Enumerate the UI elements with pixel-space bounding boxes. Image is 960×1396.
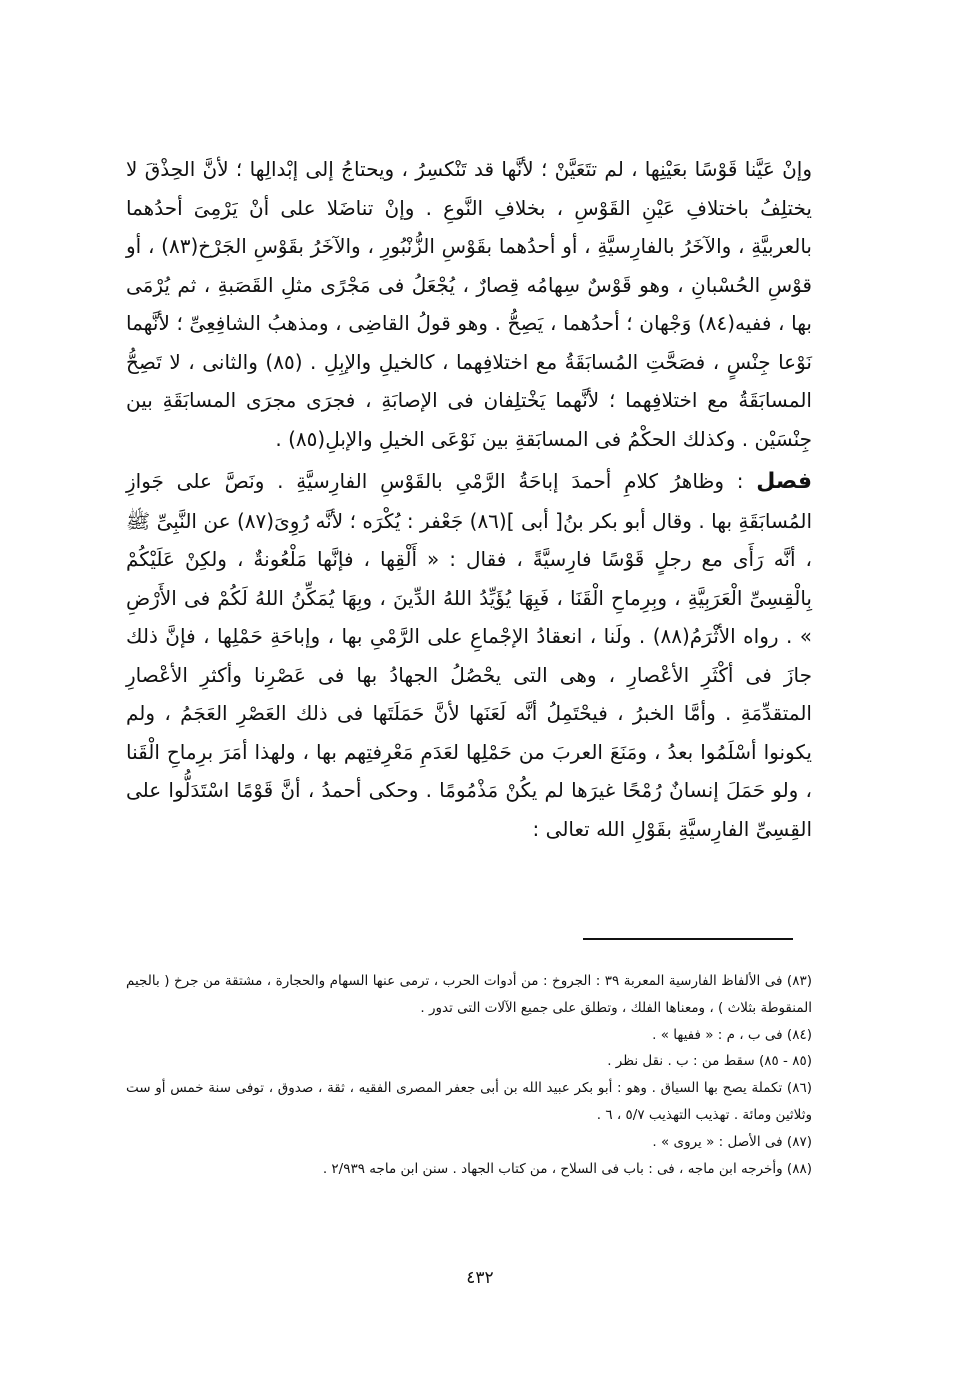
main-text-body [126,150,812,848]
paragraph-2 [126,462,812,848]
footnotes [126,968,812,1182]
footnote-85: (٨٥ - ٨٥) سقط من : ب . نقل نظر . [607,1053,812,1070]
footnote-87: (٨٧) فى الأصل : « يروى » . [652,1133,812,1150]
footnote-88: (٨٨) وأخرجه ابن ماجه ، فى : باب فى السلاح ، من كتاب الجهاد . سنن ابن ماجه ٢/٩٣٩ . [322,1160,812,1177]
footnote-86: (٨٦) تكملة يصح بها السياق . وهو : أبو بكر عبيد الله بن أبى جعفر المصرى الفقيه ، ثقة ، صدوق ، توفى سنة خمس أو ست وثلاثين ومائة . تهذيب التهذيب ٥/٧ ، ٦ . [126,1080,812,1123]
footnote-84: (٨٤) فى ب ، م : « ففيها » . [652,1026,812,1043]
paragraph-1: وإنْ عَيَّنا قَوْسًا بعَيْنِها ، لم تتَعَيَّنْ ؛ لأنَّها قد تَنْكسِرُ ، ويحتاجُ إلى إبْدالِها ؛ لأنَّ الحِذْقَ لا يختلِفُ باختلافِ عَيْنِ القَوْسِ ، بخلافِ النَّوعِ . وإنْ تناضَلا على أنْ يَرْمِىَ أحدُهما بالعربيَّةِ ، والآخَرُ بالفارِسيَّةِ ، أو أحدُهما بقَوْسِ الزُّنْبُورِ ، والآخَرُ بقَوْسِ الجَرْخ(٨٣) ، أو قوْسِ الحُسْبانِ ، وهو قَوْسٌ سِهامُه قِصارٌ ، يُجْعَلُ فى مَجْرًى مثلِ القَصَبةِ ، ثم يُرْمَى بها ، ففيه(٨٤) وَجْهان ؛ أحدُهما ، يَصِحُّ . وهو قولُ القاضِى ، ومذهبُ الشافِعِىِّ ؛ لأنَّهما نَوْعا جِنْسٍ ، فصَحَّتِ المُسابَقَةُ مع اختلافِهما ، كالخيلِ والإبِلِ . (٨٥) والثانى ، لا تَصِحُّ المسابَقَةُ مع اختلافِهما ؛ لأنَّهما يَخْتلِفان فى الإصابَةِ ، فجرَى مجرَى المسابَقَةِ بين جِنْسَيْن . وكذلك الحكْمُ فى المسابَقةِ بين نَوْعَى الخيلِ والإبلِ(٨٥) . [126,157,813,451]
paragraph-2-text: : وظاهرُ كلامِ أحمدَ إباحَةُ الرَّمْىِ بالقَوْسِ الفارِسيَّةِ . ونَصَّ على جَوازِ المُسابَقَةِ بها . وقال أبو بكر بنُ[ أبى ](٨٦) جَعْفر : يُكْرَه ؛ لأنَّه رُوِىَ(٨٧) عن النَّبِىِّ ﷺ ، أنَّه رَأَى مع رجلٍ قَوْسًا فارِسيَّةً ، فقال : « أَلْقِها ، فإنَّها مَلْعُونةٌ ، ولكِنْ عَلَيْكُمْ بِالْقِسِىِّ الْعَرَبِيَّةِ ، وبِرِماحِ الْقَنَا ، فَبِهَا يُؤَيِّدُ اللهُ الدِّينَ ، وبِهَا يُمَكِّنُ اللهُ لَكُمْ فى الأَرْضِ » . رواه الأثْرَمُ(٨٨) . ولَنا ، انعقادُ الإجْماعِ على الرَّمْىِ بها ، وإباحَةِ حَمْلِها ، فإنَّ ذلك جازَ فى أكْثَرِ الأعْصارِ ، وهى التى يحْصُلُ الجهادُ بها فى عَصْرِنا وأكثرِ الأعْصارِ المتقدِّمَةِ . وأمَّا الخبرُ ، فيحْتَمِلُ أنَّه لَعَنَها لأنَّ حَمَلَتَها فى ذلك العَصْرِ العَجَمُ ، ولم يكونوا أسْلَمُوا بعدُ ، ومَنَعَ العربَ من حَمْلِها لعَدَمِ مَعْرِفتِهم بها ، ولهذا أمَرَ برِماحِ الْقَنا ، ولو حَمَلَ إنسانٌ رُمْحًا غيرَها لم يكُنْ مَذْمُومًا . وحكى أحمدُ ، أنَّ قَوْمًا اسْتَدَلُّوا على القِسِىِّ الفارِسيَّةِ بقَوْلِ الله تعالى : [126,469,812,841]
section-heading: فصل [756,469,813,494]
footnote-83: (٨٣) فى الألفاظ الفارسية المعربة ٣٩ : الجروخ : من أدوات الحرب ، ترمى عنها السهام والحجارة ، مشتقة من جرخ ( بالجيم المنقوطة بثلاث ) ، ومعناها الفلك ، وتطلق على جميع الآلات التى تدور . [126,973,812,1016]
footnote-divider [583,938,793,940]
page-number: ٤٣٢ [466,1268,494,1288]
